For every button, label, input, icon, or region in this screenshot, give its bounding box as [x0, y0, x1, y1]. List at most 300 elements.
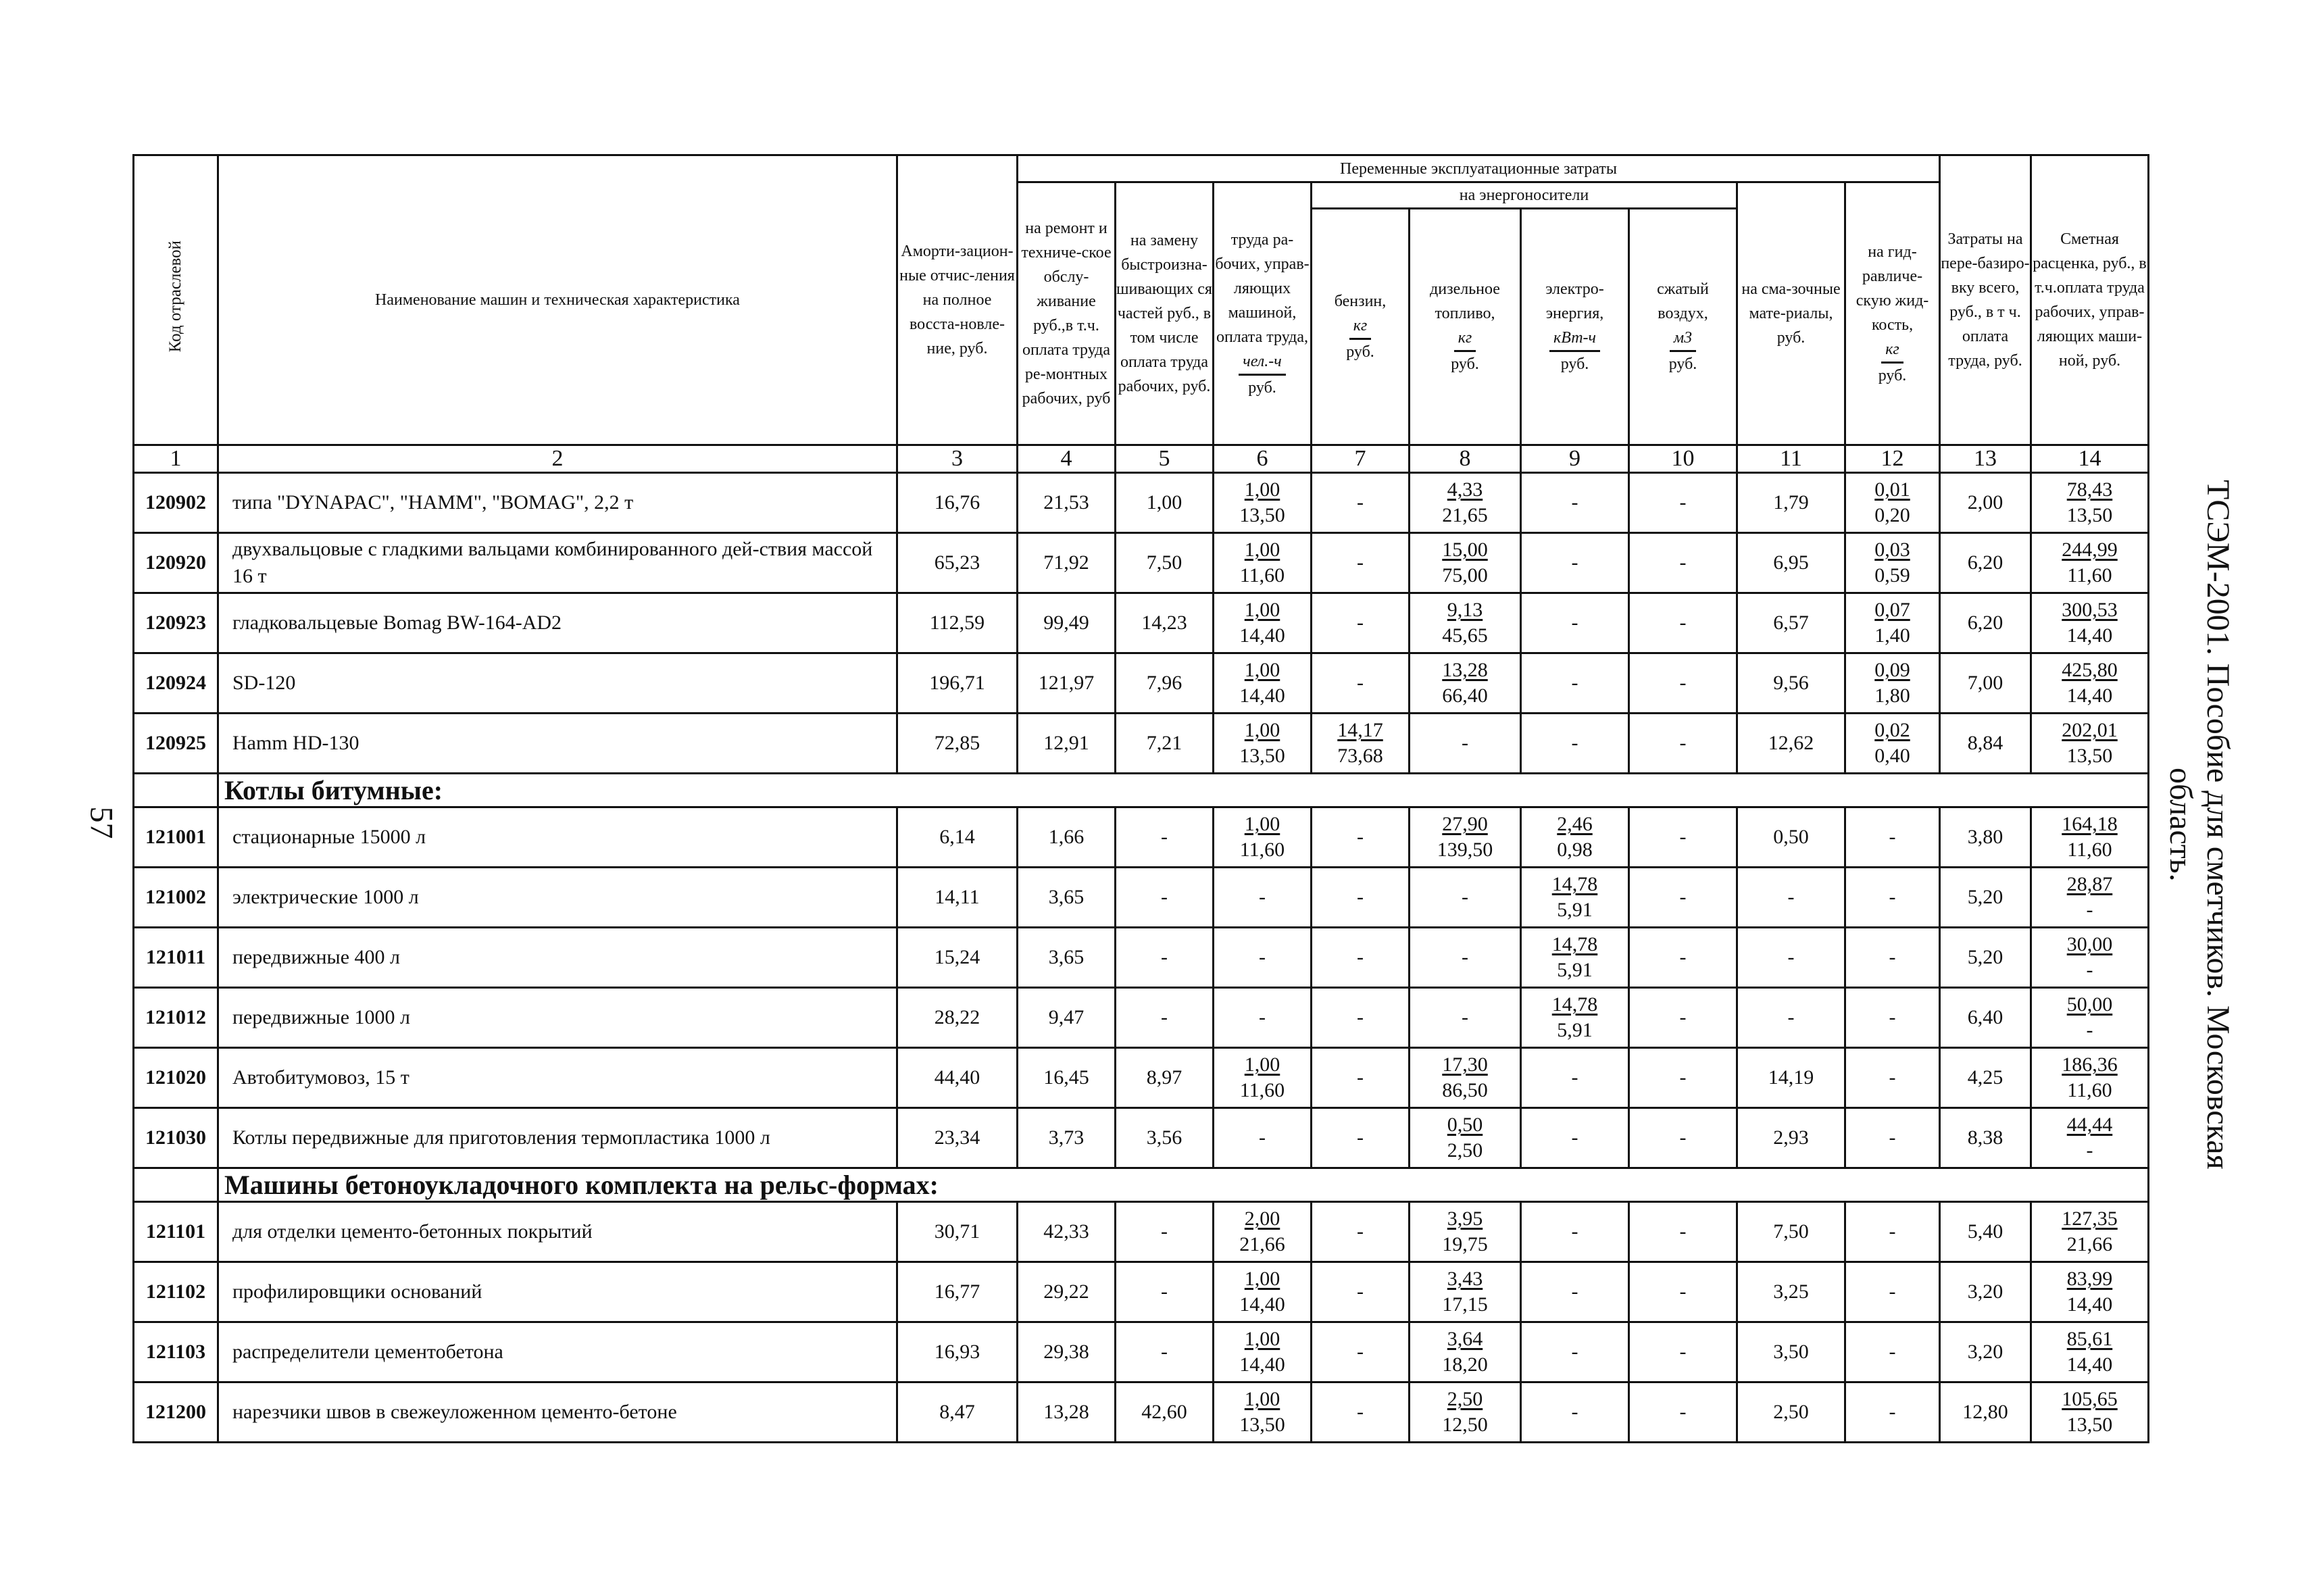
cell-c8-cost: 17,15 [1442, 1293, 1488, 1316]
cell-c3: 28,22 [897, 988, 1018, 1048]
cell-c14-quantity: 300,53 [2062, 599, 2118, 621]
cell-c13: 6,20 [1940, 593, 2031, 653]
cell-c4: 1,66 [1018, 807, 1116, 868]
column-number: 4 [1018, 445, 1116, 473]
cell-c6-quantity: 2,00 [1244, 1207, 1280, 1230]
cell-c8-cost: 2,50 [1447, 1139, 1483, 1162]
cell-c6-cost: 13,50 [1239, 1414, 1285, 1436]
cell-c7: - [1312, 1108, 1410, 1168]
cell-c14-quantity: 186,36 [2062, 1053, 2118, 1076]
cell-c11: 12,62 [1737, 714, 1845, 774]
cell-c14-cost: - [2086, 899, 2093, 921]
machine-name: стационарные 15000 л [218, 807, 897, 868]
cell-c10: - [1629, 1202, 1737, 1262]
cell-c14-quantity: 127,35 [2062, 1207, 2118, 1230]
section-row [134, 774, 2149, 807]
cell-c8-cost: 86,50 [1442, 1079, 1488, 1101]
cell-c10: - [1629, 533, 1737, 593]
cell-c12: - [1845, 928, 1940, 988]
cell-c12-cost: 0,40 [1874, 745, 1910, 767]
header-code: Код отраслевой [134, 155, 218, 445]
cell-c13: 6,40 [1940, 988, 2031, 1048]
cell-c3: 196,71 [897, 653, 1018, 714]
cell-c7: - [1312, 473, 1410, 533]
cell-c9: - [1521, 473, 1629, 533]
cell-c7: - [1312, 1202, 1410, 1262]
cell-c8: - [1410, 988, 1521, 1048]
cell-c14-quantity: 85,61 [2066, 1328, 2113, 1350]
cell-c8-quantity: 13,28 [1442, 659, 1488, 681]
cell-c5: - [1116, 807, 1214, 868]
cell-c5: - [1116, 928, 1214, 988]
machine-code: 121103 [134, 1322, 218, 1382]
table-body [134, 473, 2149, 1443]
cell-c8-quantity: 2,50 [1447, 1388, 1483, 1410]
cell-c3: 23,34 [897, 1108, 1018, 1168]
cell-c13: 3,20 [1940, 1322, 2031, 1382]
cell-c5: 7,96 [1116, 653, 1214, 714]
cell-c14-quantity: 425,80 [2062, 659, 2118, 681]
machine-code: 120920 [134, 533, 218, 593]
cell-c8-cost: 18,20 [1442, 1353, 1488, 1376]
cell-c10: - [1629, 1048, 1737, 1108]
cell-c12-cost: 0,59 [1874, 564, 1910, 587]
machine-code: 120902 [134, 473, 218, 533]
table-row [134, 533, 2149, 593]
cell-c13: 5,20 [1940, 868, 2031, 928]
table-row [134, 714, 2149, 774]
cell-c12-cost: 1,40 [1874, 624, 1910, 647]
cell-c7: - [1312, 593, 1410, 653]
cell-c14 [2031, 928, 2149, 988]
cell-c6-quantity: 1,00 [1244, 599, 1280, 621]
cell-c6: - [1214, 988, 1312, 1048]
cell-c6-quantity: 1,00 [1244, 659, 1280, 681]
cell-c14-cost: - [2086, 1139, 2093, 1162]
machine-code: 121002 [134, 868, 218, 928]
cell-c6: - [1214, 928, 1312, 988]
cell-c3: 44,40 [897, 1048, 1018, 1108]
cell-c7: - [1312, 807, 1410, 868]
cell-c6-cost: 13,50 [1239, 745, 1285, 767]
cell-c12: - [1845, 807, 1940, 868]
header-repair: на ремонт и техниче-ское обслу-живание руб.,в т.ч. оплата труда ре-монтных рабочих, руб [1018, 182, 1116, 445]
cell-c14-cost: - [2086, 959, 2093, 981]
cell-c8 [1410, 1322, 1521, 1382]
cell-c14-quantity: 244,99 [2062, 539, 2118, 561]
page-number: 57 [83, 806, 120, 839]
cell-c14 [2031, 868, 2149, 928]
cell-c14 [2031, 593, 2149, 653]
cell-c12: - [1845, 1108, 1940, 1168]
cell-c6-cost: 11,60 [1239, 839, 1285, 861]
cell-c9: - [1521, 1262, 1629, 1322]
table-row [134, 1382, 2149, 1443]
table-row [134, 1262, 2149, 1322]
cell-c11: 3,50 [1737, 1322, 1845, 1382]
cell-c8 [1410, 1202, 1521, 1262]
machine-name: Котлы передвижные для приготовления термопластика 1000 л [218, 1108, 897, 1168]
header-compressed-air: сжатый воздух, м3 руб. [1629, 209, 1737, 445]
cell-c14 [2031, 1382, 2149, 1443]
cell-c12: - [1845, 868, 1940, 928]
column-number: 12 [1845, 445, 1940, 473]
machine-name: электрические 1000 л [218, 868, 897, 928]
cell-c9 [1521, 928, 1629, 988]
cell-c5: 7,21 [1116, 714, 1214, 774]
cell-c3: 30,71 [897, 1202, 1018, 1262]
cell-c8 [1410, 473, 1521, 533]
cell-c12-cost: 1,80 [1874, 684, 1910, 707]
cell-c12: - [1845, 1262, 1940, 1322]
cell-c6: - [1214, 1108, 1312, 1168]
cell-c4: 3,65 [1018, 928, 1116, 988]
header-energy: на энергоносители [1312, 182, 1737, 209]
cell-c13: 2,00 [1940, 473, 2031, 533]
cell-c6-quantity: 1,00 [1244, 1053, 1280, 1076]
cell-c9 [1521, 807, 1629, 868]
column-number: 10 [1629, 445, 1737, 473]
cell-c4: 13,28 [1018, 1382, 1116, 1443]
cell-c11: 6,95 [1737, 533, 1845, 593]
cell-c14-quantity: 105,65 [2062, 1388, 2118, 1410]
header-replace-parts: на замену быстроизна-шивающих ся частей руб., в том числе оплата труда рабочих, руб. [1116, 182, 1214, 445]
cell-c8 [1410, 807, 1521, 868]
cell-c12 [1845, 714, 1940, 774]
cell-c14-cost: 14,40 [2066, 1353, 2113, 1376]
cell-c12-quantity: 0,03 [1874, 539, 1910, 561]
cell-c14-cost: 14,40 [2066, 624, 2113, 647]
cell-c11: 2,93 [1737, 1108, 1845, 1168]
cell-c8-cost: 139,50 [1437, 839, 1493, 861]
cell-c8 [1410, 593, 1521, 653]
cell-c12: - [1845, 988, 1940, 1048]
cell-c9-quantity: 14,78 [1551, 993, 1598, 1016]
cell-c6-cost: 14,40 [1239, 1353, 1285, 1376]
cell-c9-quantity: 14,78 [1551, 873, 1598, 895]
cell-c13: 5,20 [1940, 928, 2031, 988]
cell-c10: - [1629, 473, 1737, 533]
column-number: 8 [1410, 445, 1521, 473]
cell-c11: 2,50 [1737, 1382, 1845, 1443]
cell-c12 [1845, 473, 1940, 533]
cell-c10: - [1629, 988, 1737, 1048]
section-title: Котлы битумные: [218, 774, 2149, 807]
cell-c3: 112,59 [897, 593, 1018, 653]
cell-c10: - [1629, 1322, 1737, 1382]
header-variable-costs: Переменные эксплуатационные затраты [1018, 155, 1940, 182]
cell-c6 [1214, 1262, 1312, 1322]
table-row [134, 988, 2149, 1048]
cell-c4: 21,53 [1018, 473, 1116, 533]
column-number: 13 [1940, 445, 2031, 473]
cell-c9: - [1521, 593, 1629, 653]
cell-c5: 1,00 [1116, 473, 1214, 533]
cell-c9: - [1521, 653, 1629, 714]
cell-c3: 6,14 [897, 807, 1018, 868]
cell-c5: - [1116, 868, 1214, 928]
cell-c14-cost: - [2086, 1019, 2093, 1041]
cell-c13: 8,84 [1940, 714, 2031, 774]
cell-c7: - [1312, 868, 1410, 928]
cell-c5: 8,97 [1116, 1048, 1214, 1108]
cell-c6-cost: 13,50 [1239, 504, 1285, 526]
table-row [134, 593, 2149, 653]
column-number: 5 [1116, 445, 1214, 473]
column-number: 2 [218, 445, 897, 473]
table-row [134, 1108, 2149, 1168]
cell-c12 [1845, 593, 1940, 653]
cell-c9: - [1521, 1382, 1629, 1443]
cell-c11: - [1737, 868, 1845, 928]
cell-c11: 1,79 [1737, 473, 1845, 533]
cell-c3: 8,47 [897, 1382, 1018, 1443]
cell-c8-cost: 45,65 [1442, 624, 1488, 647]
cell-c6 [1214, 1382, 1312, 1443]
cell-c14-cost: 14,40 [2066, 684, 2113, 707]
column-number: 11 [1737, 445, 1845, 473]
machine-name: распределители цементобетона [218, 1322, 897, 1382]
cell-c13: 6,20 [1940, 533, 2031, 593]
cell-c8 [1410, 533, 1521, 593]
cell-c10: - [1629, 1262, 1737, 1322]
table-row [134, 1202, 2149, 1262]
cell-c6 [1214, 1322, 1312, 1382]
machine-code: 121020 [134, 1048, 218, 1108]
cell-c4: 9,47 [1018, 988, 1116, 1048]
cell-c9: - [1521, 1322, 1629, 1382]
cell-c12: - [1845, 1048, 1940, 1108]
cell-c6-quantity: 1,00 [1244, 1328, 1280, 1350]
cell-c5: 3,56 [1116, 1108, 1214, 1168]
cell-c4: 42,33 [1018, 1202, 1116, 1262]
cell-c7: - [1312, 1262, 1410, 1322]
cell-c13: 3,20 [1940, 1262, 2031, 1322]
cell-c10: - [1629, 1108, 1737, 1168]
header-name: Наименование машин и техническая характеристика [218, 155, 897, 445]
column-number-row [134, 445, 2149, 473]
cell-c8 [1410, 1262, 1521, 1322]
cell-c5: 42,60 [1116, 1382, 1214, 1443]
cell-c11: - [1737, 928, 1845, 988]
cell-c6-cost: 11,60 [1239, 564, 1285, 587]
header-lubricants: на сма-зочные мате-риалы, руб. [1737, 182, 1845, 445]
header-amortization: Аморти-зацион-ные отчис-ления на полное восста-новле-ние, руб. [897, 155, 1018, 445]
cell-c5: - [1116, 1322, 1214, 1382]
machine-name: SD-120 [218, 653, 897, 714]
cell-c8 [1410, 653, 1521, 714]
section-row [134, 1168, 2149, 1202]
cell-c9-cost: 0,98 [1557, 839, 1593, 861]
cell-c7: - [1312, 988, 1410, 1048]
section-code-cell [134, 774, 218, 807]
cell-c10: - [1629, 807, 1737, 868]
cell-c14 [2031, 1262, 2149, 1322]
cell-c4: 16,45 [1018, 1048, 1116, 1108]
machine-name: передвижные 1000 л [218, 988, 897, 1048]
cell-c8-quantity: 3,43 [1447, 1268, 1483, 1290]
cell-c10: - [1629, 593, 1737, 653]
cell-c7-quantity: 14,17 [1337, 719, 1383, 741]
cell-c14 [2031, 1108, 2149, 1168]
cell-c9: - [1521, 714, 1629, 774]
cell-c9-cost: 5,91 [1557, 1019, 1593, 1041]
header-relocation: Затраты на пере-базиро-вку всего, руб., в т ч. оплата труда, руб. [1940, 155, 2031, 445]
cell-c5: - [1116, 1262, 1214, 1322]
column-number: 1 [134, 445, 218, 473]
cell-c8-cost: 21,65 [1442, 504, 1488, 526]
cell-c6-quantity: 1,00 [1244, 719, 1280, 741]
cell-c7: - [1312, 533, 1410, 593]
cell-c14-cost: 13,50 [2066, 1414, 2113, 1436]
cell-c7: - [1312, 653, 1410, 714]
cell-c8-cost: 12,50 [1442, 1414, 1488, 1436]
cell-c13: 7,00 [1940, 653, 2031, 714]
cell-c9: - [1521, 1048, 1629, 1108]
cell-c12 [1845, 533, 1940, 593]
machine-name: типа "DYNAPAC", "HAMM", "BOMAG", 2,2 т [218, 473, 897, 533]
cell-c10: - [1629, 714, 1737, 774]
cell-c12-quantity: 0,07 [1874, 599, 1910, 621]
cell-c6 [1214, 533, 1312, 593]
cell-c14-cost: 21,66 [2066, 1233, 2113, 1255]
cell-c8-quantity: 15,00 [1442, 539, 1488, 561]
cell-c9-quantity: 14,78 [1551, 933, 1598, 955]
cell-c14-quantity: 44,44 [2066, 1114, 2113, 1136]
header-diesel: дизельное топливо, кг руб. [1410, 209, 1521, 445]
machine-code: 121102 [134, 1262, 218, 1322]
cell-c14-cost: 11,60 [2067, 564, 2112, 587]
cell-c5: 7,50 [1116, 533, 1214, 593]
cell-c7: - [1312, 928, 1410, 988]
cell-c14 [2031, 653, 2149, 714]
cell-c12: - [1845, 1322, 1940, 1382]
cell-c8-quantity: 4,33 [1447, 478, 1483, 501]
cell-c6 [1214, 807, 1312, 868]
cell-c11: 7,50 [1737, 1202, 1845, 1262]
cell-c4: 121,97 [1018, 653, 1116, 714]
cell-c6-cost: 14,40 [1239, 684, 1285, 707]
table-row [134, 928, 2149, 988]
cell-c6-quantity: 1,00 [1244, 1268, 1280, 1290]
cell-c7: - [1312, 1322, 1410, 1382]
cell-c8 [1410, 1108, 1521, 1168]
machine-name: передвижные 400 л [218, 928, 897, 988]
cell-c3: 72,85 [897, 714, 1018, 774]
cell-c3: 15,24 [897, 928, 1018, 988]
cell-c4: 3,73 [1018, 1108, 1116, 1168]
cell-c8-quantity: 0,50 [1447, 1114, 1483, 1136]
header-labor: труда ра-бочих, управ-ляющих машиной, оплата труда, чел.-ч руб. [1214, 182, 1312, 445]
machine-code: 121030 [134, 1108, 218, 1168]
header-electric: электро-энергия, кВт-ч руб. [1521, 209, 1629, 445]
cell-c6-quantity: 1,00 [1244, 478, 1280, 501]
cell-c6 [1214, 714, 1312, 774]
cell-c8-cost: 75,00 [1442, 564, 1488, 587]
table-row [134, 868, 2149, 928]
table-row [134, 653, 2149, 714]
cell-c8-cost: 66,40 [1442, 684, 1488, 707]
cell-c8: - [1410, 868, 1521, 928]
cell-c7-cost: 73,68 [1337, 745, 1383, 767]
machine-name: нарезчики швов в свежеуложенном цементо-бетоне [218, 1382, 897, 1443]
cell-c8-quantity: 3,95 [1447, 1207, 1483, 1230]
cell-c14-quantity: 50,00 [2066, 993, 2113, 1016]
cell-c12-cost: 0,20 [1874, 504, 1910, 526]
header-hydraulic: на гид-равличе-скую жид-кость, кг руб. [1845, 182, 1940, 445]
cell-c7: - [1312, 1048, 1410, 1108]
machine-cost-table [132, 154, 2149, 1443]
cell-c7: - [1312, 1382, 1410, 1443]
cell-c14-quantity: 28,87 [2066, 873, 2113, 895]
cell-c11: 9,56 [1737, 653, 1845, 714]
cell-c8-quantity: 27,90 [1442, 813, 1488, 835]
cell-c14 [2031, 473, 2149, 533]
cell-c6 [1214, 473, 1312, 533]
cell-c9: - [1521, 1202, 1629, 1262]
machine-code: 121101 [134, 1202, 218, 1262]
header-petrol: бензин, кг руб. [1312, 209, 1410, 445]
cell-c12-quantity: 0,01 [1874, 478, 1910, 501]
cell-c6: - [1214, 868, 1312, 928]
machine-name: профилировщики оснований [218, 1262, 897, 1322]
cell-c6-cost: 21,66 [1239, 1233, 1285, 1255]
header-estimate: Сметная расценка, руб., в т.ч.оплата труда рабочих, управ-ляющих маши- ной, руб. [2031, 155, 2149, 445]
cell-c14-cost: 14,40 [2066, 1293, 2113, 1316]
cell-c14-cost: 13,50 [2066, 745, 2113, 767]
column-number: 7 [1312, 445, 1410, 473]
machine-name: двухвальцовые с гладкими вальцами комбинированного дей-ствия массой 16 т [218, 533, 897, 593]
cell-c5: 14,23 [1116, 593, 1214, 653]
cell-c6 [1214, 1202, 1312, 1262]
cell-c8 [1410, 1048, 1521, 1108]
cell-c14 [2031, 533, 2149, 593]
column-number: 3 [897, 445, 1018, 473]
cell-c5: - [1116, 988, 1214, 1048]
cell-c10: - [1629, 653, 1737, 714]
machine-code: 120924 [134, 653, 218, 714]
document-side-title: ТСЭМ-2001. Пособие для сметчиков. Московская область. [2163, 479, 2236, 1170]
cell-c6 [1214, 653, 1312, 714]
machine-cost-table-container [132, 154, 2147, 1443]
cell-c14-quantity: 164,18 [2062, 813, 2118, 835]
column-number: 14 [2031, 445, 2149, 473]
cell-c10: - [1629, 928, 1737, 988]
machine-code: 121012 [134, 988, 218, 1048]
cell-c10: - [1629, 1382, 1737, 1443]
table-row [134, 807, 2149, 868]
column-number: 6 [1214, 445, 1312, 473]
cell-c3: 14,11 [897, 868, 1018, 928]
cell-c6-quantity: 1,00 [1244, 813, 1280, 835]
cell-c6-quantity: 1,00 [1244, 539, 1280, 561]
cell-c10: - [1629, 868, 1737, 928]
cell-c9: - [1521, 1108, 1629, 1168]
cell-c11: - [1737, 988, 1845, 1048]
cell-c14 [2031, 1202, 2149, 1262]
cell-c3: 16,77 [897, 1262, 1018, 1322]
machine-name: гладковальцевые Bomag BW-164-AD2 [218, 593, 897, 653]
cell-c7 [1312, 714, 1410, 774]
cell-c8-quantity: 17,30 [1442, 1053, 1488, 1076]
machine-code: 121011 [134, 928, 218, 988]
cell-c9 [1521, 988, 1629, 1048]
table-row [134, 473, 2149, 533]
table-row [134, 1322, 2149, 1382]
cell-c11: 14,19 [1737, 1048, 1845, 1108]
cell-c11: 6,57 [1737, 593, 1845, 653]
cell-c4: 3,65 [1018, 868, 1116, 928]
